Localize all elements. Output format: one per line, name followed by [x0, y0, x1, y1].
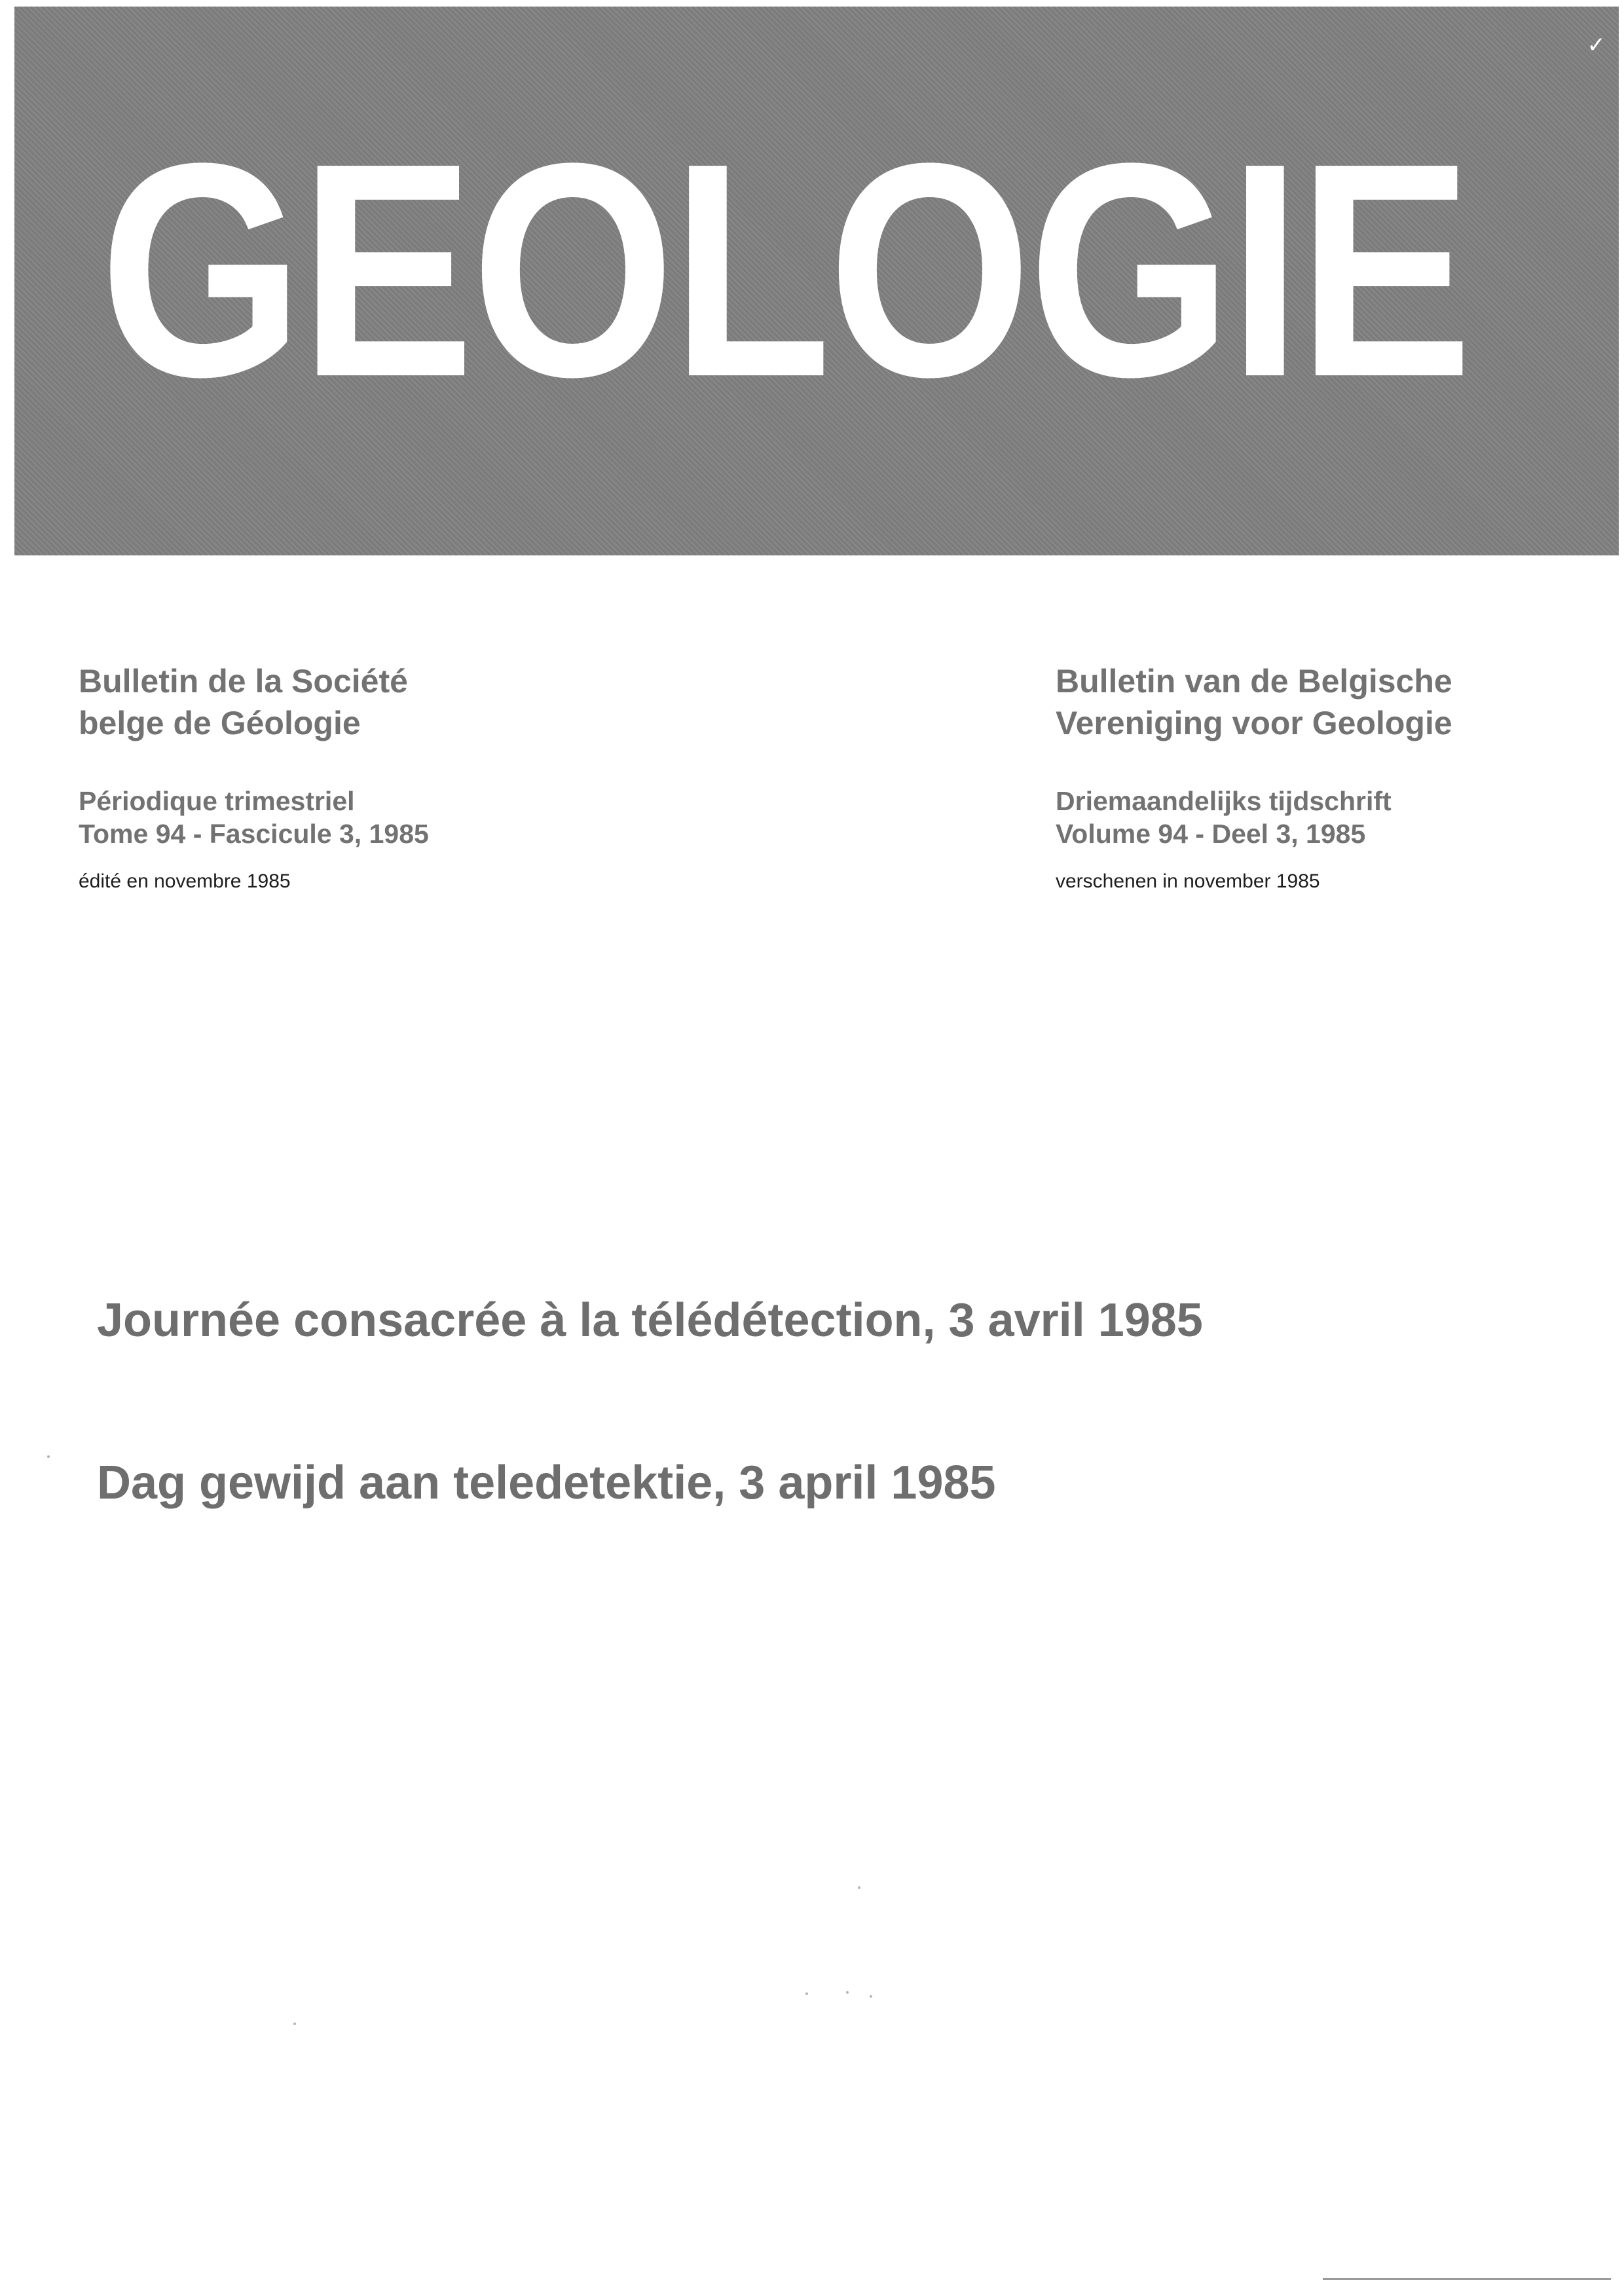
publication-date-nl: verschenen in november 1985 — [1056, 870, 1320, 892]
check-mark-icon: ✓ — [1587, 33, 1606, 58]
event-title-nl: Dag gewijd aan teledetektie, 3 april 1985 — [97, 1457, 996, 1509]
scan-speck — [293, 2023, 296, 2025]
scan-speck — [870, 1995, 872, 1998]
society-name-fr — [79, 660, 408, 744]
volume-issue-nl: Volume 94 - Deel 3, 1985 — [1056, 819, 1366, 849]
scan-speck — [846, 1991, 849, 1994]
publication-info-fr — [79, 785, 429, 850]
scan-speck — [858, 1886, 860, 1889]
title-banner — [14, 7, 1619, 555]
journal-title: GEOLOGIE — [100, 100, 1469, 440]
volume-issue-fr: Tome 94 - Fascicule 3, 1985 — [79, 819, 429, 849]
scan-speck — [47, 1455, 50, 1458]
periodicity-nl: Driemaandelijks tijdschrift — [1056, 786, 1392, 816]
society-name-nl — [1056, 660, 1452, 744]
publication-date-fr: édité en novembre 1985 — [79, 870, 291, 892]
periodicity-fr: Périodique trimestriel — [79, 786, 355, 816]
society-name-nl-line2: Vereniging voor Geologie — [1056, 705, 1452, 741]
scan-speck — [805, 1992, 808, 1995]
society-name-fr-line1: Bulletin de la Société — [79, 663, 408, 700]
publication-info-nl — [1056, 785, 1392, 850]
event-title-fr: Journée consacrée à la télédétection, 3 avril 1985 — [97, 1294, 1203, 1347]
society-name-nl-line1: Bulletin van de Belgische — [1056, 663, 1452, 700]
page-edge-rule — [1323, 2278, 1611, 2280]
society-name-fr-line2: belge de Géologie — [79, 705, 361, 741]
